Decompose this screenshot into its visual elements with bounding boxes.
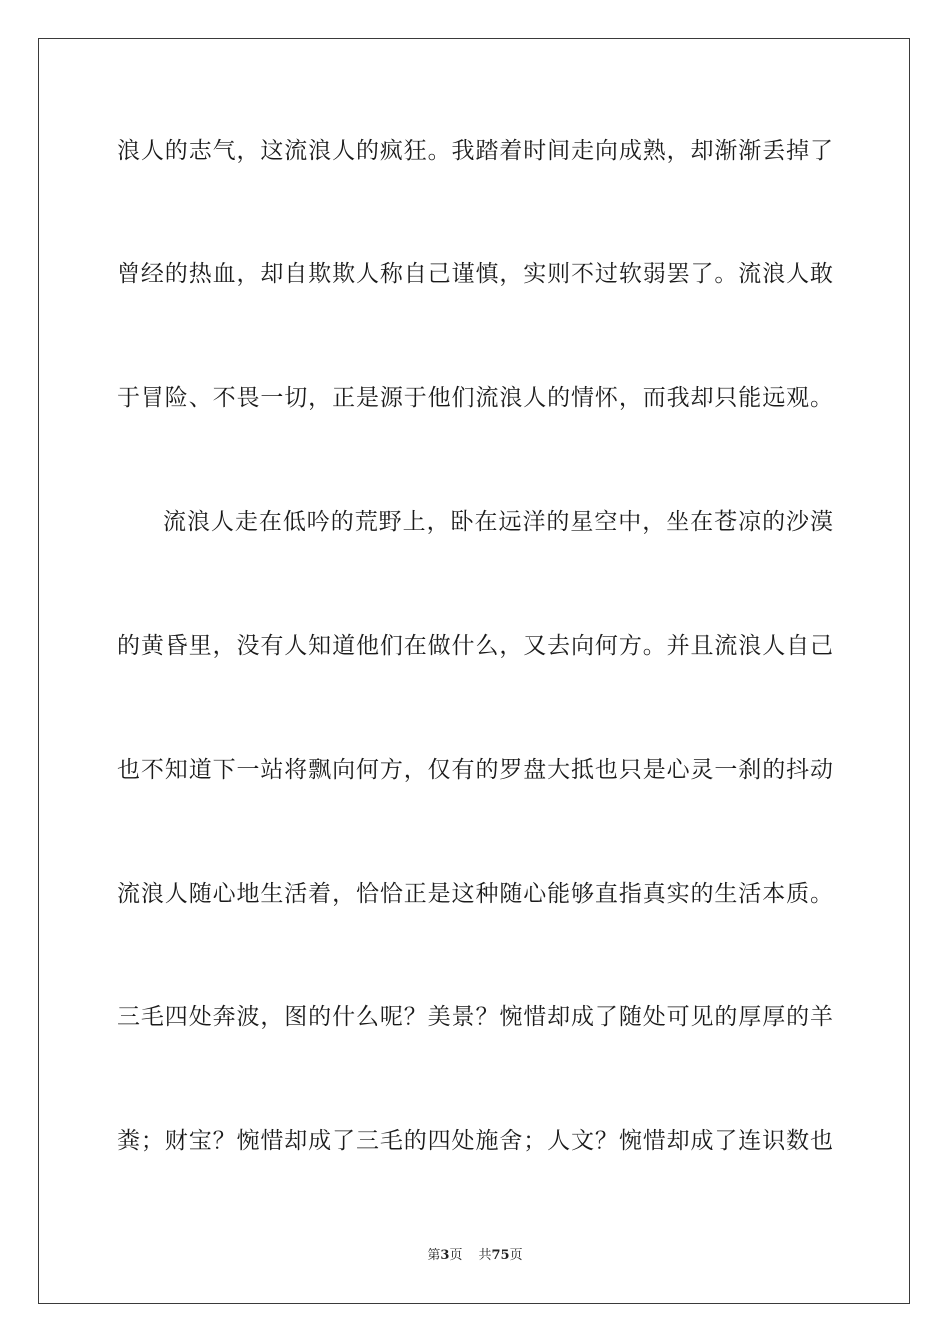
total-suffix: 页 bbox=[509, 1248, 523, 1263]
current-page-number: 3 bbox=[440, 1248, 450, 1263]
total-page-number: 75 bbox=[491, 1248, 510, 1263]
text-line: 粪；财宝？惋惜却成了三毛的四处施舍；人文？惋惜却成了连识数也 bbox=[117, 1128, 833, 1154]
total-prefix: 共 bbox=[478, 1248, 492, 1263]
text-line: 曾经的热血，却自欺欺人称自己谨慎，实则不过软弱罢了。流浪人敢 bbox=[117, 261, 833, 287]
page-prefix: 第 bbox=[427, 1248, 441, 1263]
paragraph-start-line: 流浪人走在低吟的荒野上，卧在远洋的星空中，坐在苍凉的沙漠 bbox=[163, 509, 833, 535]
text-line: 浪人的志气，这流浪人的疯狂。我踏着时间走向成熟，却渐渐丢掉了 bbox=[117, 138, 833, 164]
page-suffix: 页 bbox=[449, 1248, 463, 1263]
text-line: 于冒险、不畏一切，正是源于他们流浪人的情怀，而我却只能远观。 bbox=[117, 385, 833, 411]
text-line: 流浪人随心地生活着，恰恰正是这种随心能够直指真实的生活本质。 bbox=[117, 881, 833, 907]
text-line: 的黄昏里，没有人知道他们在做什么，又去向何方。并且流浪人自己 bbox=[117, 633, 833, 659]
text-line: 三毛四处奔波，图的什么呢？美景？惋惜却成了随处可见的厚厚的羊 bbox=[117, 1004, 833, 1030]
page-footer bbox=[0, 1247, 950, 1265]
text-line: 也不知道下一站将飘向何方，仅有的罗盘大抵也只是心灵一刹的抖动 bbox=[117, 757, 833, 783]
page-border bbox=[38, 38, 910, 1304]
